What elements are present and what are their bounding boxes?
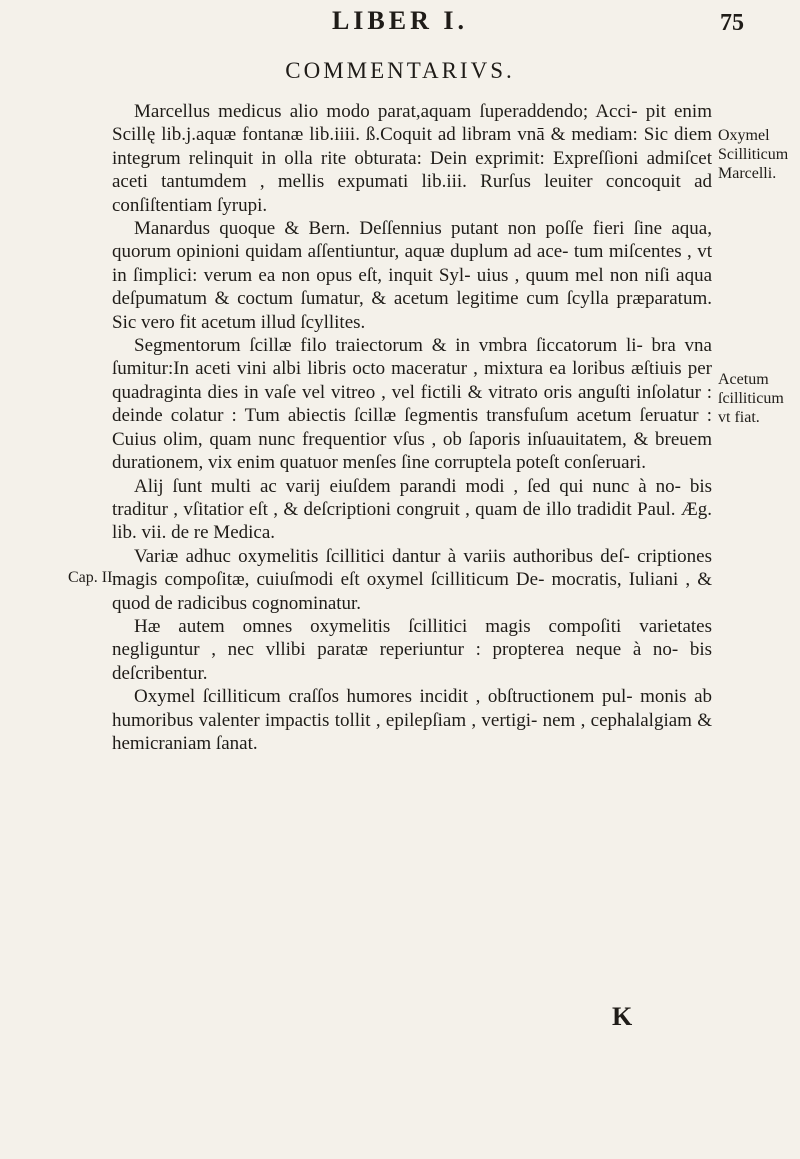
body-text [112,100,712,755]
margin-note-line: vt fiat. [718,409,760,426]
paragraph-segmentorum: Segmentorum ſcillæ filo traiectorum & in vmbra ſiccatorum li- bra vna ſumitur:In aceti vini albi libris octo maceratur , mixtura ea loribus æſtiuis per quadraginta dies in vaſe vel vitreo , vel fictili & vitrato oris anguſti inſolatur : deinde colatur : Tum abiectis ſcillæ ſegmentis transfuſum acetum ſeruatur : Cuius olim, quam nunc frequentior vſus , ob ſaporis inſuauitatem, & breuem durationem, vix enim quatuor menſes ſine corruptela poteſt conſeruari. [112,335,712,474]
page-number: 75 [720,10,744,36]
paragraph-variae: Variæ adhuc oxymelitis ſcillitici dantur à variis authoribus deſ- criptiones magis compoſitæ, cuiuſmodi eſt oxymel ſcilliticum De- mocratis, Iuliani , & quod de radicibus cognominatur. [112,545,712,614]
paragraph-marcellus: Marcellus medicus alio modo parat,aquam ſuperaddendo; Acci- pit enim Scillę lib.j.aquæ fontanæ lib.iiii. ß.Coquit ad libram vnā & mediam: Sic diem integrum relinquit in olla rite obturata: Dein exprimit: Expreſſioni admiſcet aceti tantumdem , mellis expumati lib.iii. Rurſus leuiter concoquit ad conſiſtentiam ſyrupi. [112,101,712,216]
margin-note-line: Scilliticum [718,146,789,163]
margin-note-line: ſcilliticum [718,390,784,407]
margin-note-line: Acetum [718,371,769,388]
margin-note-acetum [718,370,798,427]
paragraph-alij: Alij ſunt multi ac varij eiuſdem parandi modi , ſed qui nunc à no- bis traditur , vſitatior eſt , & deſcriptioni congruit , quam de illo tradidit Paul. Æg. lib. vii. de re Medica. [112,475,712,544]
paragraph-manardus: Manardus quoque & Bern. Deſſennius putant non poſſe fieri ſine aqua, quorum opinioni quidam aſſentiuntur, aquæ duplum ad ace- tum miſcentes , vt in ſimplici: verum ea non opus eſt, inquit Syl- uius , quum mel non niſi aqua deſpumatum & coctum ſumatur, & acetum legitime cum ſcylla præparatum. Sic vero fit acetum illud ſcyllites. [112,218,712,333]
paragraph-oxymel: Oxymel ſcilliticum craſſos humores incidit , obſtructionem pul- monis ab humoribus valenter impactis tollit , epilepſiam , vertigi- nem , cephalalgiam & hemicraniam ſanat. [112,686,712,754]
margin-note-line: Marcelli. [718,165,777,182]
margin-note-caput [68,568,117,587]
margin-note-line: Oxymel [718,127,770,144]
signature-mark: K [612,1002,633,1031]
paragraph-hae-autem: Hæ autem omnes oxymelitis ſcillitici magis compoſiti varietates negliguntur , nec vllibi paratæ reperiuntur : propterea neque à no- bis deſcribentur. [112,615,712,684]
margin-note-line: Cap. II. [68,569,117,586]
section-title: COMMENTARIVS. [285,58,515,83]
running-head: LIBER I. [331,6,469,35]
margin-note-oxymel [718,126,798,183]
